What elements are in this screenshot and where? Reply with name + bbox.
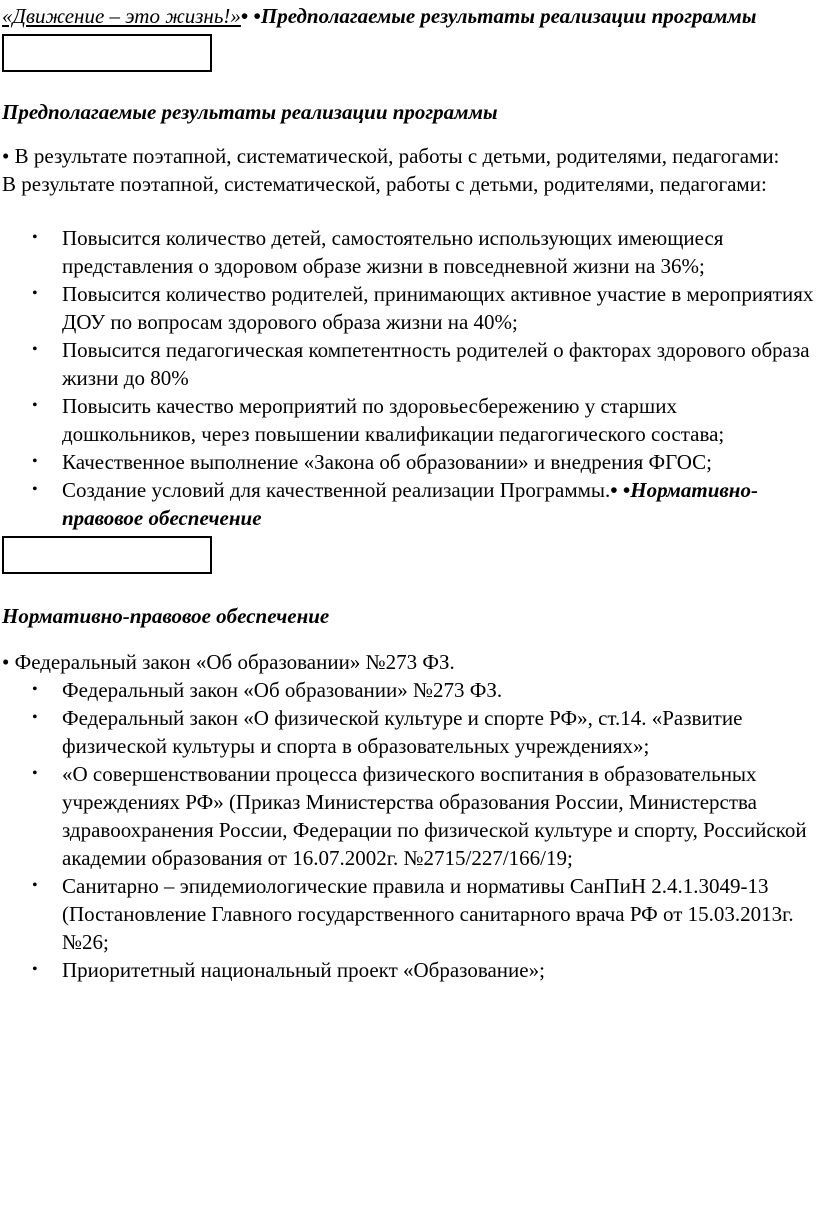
header-link[interactable]: «Движение – это жизнь!» bbox=[2, 4, 241, 28]
placeholder-box-1 bbox=[2, 34, 212, 72]
section2-lead-text: Федеральный закон «Об образовании» №273 ФЗ. bbox=[14, 650, 455, 674]
section1-list bbox=[2, 224, 814, 532]
list-item: • Федеральный закон «Об образовании» №273 ФЗ. bbox=[62, 676, 814, 704]
header-title: Предполагаемые результаты реализации программы bbox=[260, 4, 757, 28]
list-item: • Качественное выполнение «Закона об образовании» и внедрения ФГОС; bbox=[62, 448, 814, 476]
section1-lead bbox=[2, 142, 814, 170]
last-item-head: Нормативно-правовое обеспечение bbox=[62, 478, 758, 530]
section1-lead-bullet: • bbox=[2, 144, 10, 168]
placeholder-box-2 bbox=[2, 536, 212, 574]
list-item: • Федеральный закон «О физической культуре и спорте РФ», ст.14. «Развитие физической культуры и спорта в образовательных учреждениях»; bbox=[62, 704, 814, 760]
section1-lead-text: В результате поэтапной, систематической, работы с детьми, родителями, педагогами: bbox=[14, 144, 780, 168]
list-item: • Повысить качество мероприятий по здоровьесбережению у старших дошкольников, через повышении квалификации педагогического состава; bbox=[62, 392, 814, 448]
list-item-last bbox=[62, 476, 814, 532]
last-item-bullets: • • bbox=[610, 478, 631, 502]
list-item: • «О совершенствовании процесса физического воспитания в образовательных учреждениях РФ» (Приказ Министерства образования России, Министерства здравоохранения России, Федерации по физической культуре и спорту, Российской академии образования от 16.07.2002г. №2715/227/166/19; bbox=[62, 760, 814, 872]
section2-lead bbox=[2, 648, 814, 676]
section2-lead-bullet: • bbox=[2, 650, 10, 674]
section1-lead-repeat: В результате поэтапной, систематической, работы с детьми, родителями, педагогами: bbox=[2, 172, 767, 196]
header-line bbox=[2, 2, 814, 30]
last-item-text: Создание условий для качественной реализации Программы. bbox=[62, 478, 611, 502]
list-item: • Повысится количество родителей, принимающих активное участие в мероприятиях ДОУ по вопросам здорового образа жизни на 40%; bbox=[62, 280, 814, 336]
list-item: • Приоритетный национальный проект «Образование»; bbox=[62, 956, 814, 984]
section1-title: Предполагаемые результаты реализации программы bbox=[2, 100, 498, 124]
list-item: • Повысится количество детей, самостоятельно использующих имеющиеся представления о здоровом образе жизни в повседневной жизни на 36%; bbox=[62, 224, 814, 280]
list-item: • Повысится педагогическая компетентность родителей о факторах здорового образа жизни до 80% bbox=[62, 336, 814, 392]
section2-list bbox=[2, 676, 814, 984]
section2-title: Нормативно-правовое обеспечение bbox=[2, 604, 330, 628]
list-item: • Санитарно – эпидемиологические правила и нормативы СанПиН 2.4.1.3049-13 (Постановление Главного государственного санитарного врача РФ от 15.03.2013г. №26; bbox=[62, 872, 814, 956]
header-bullets: • • bbox=[240, 4, 261, 28]
